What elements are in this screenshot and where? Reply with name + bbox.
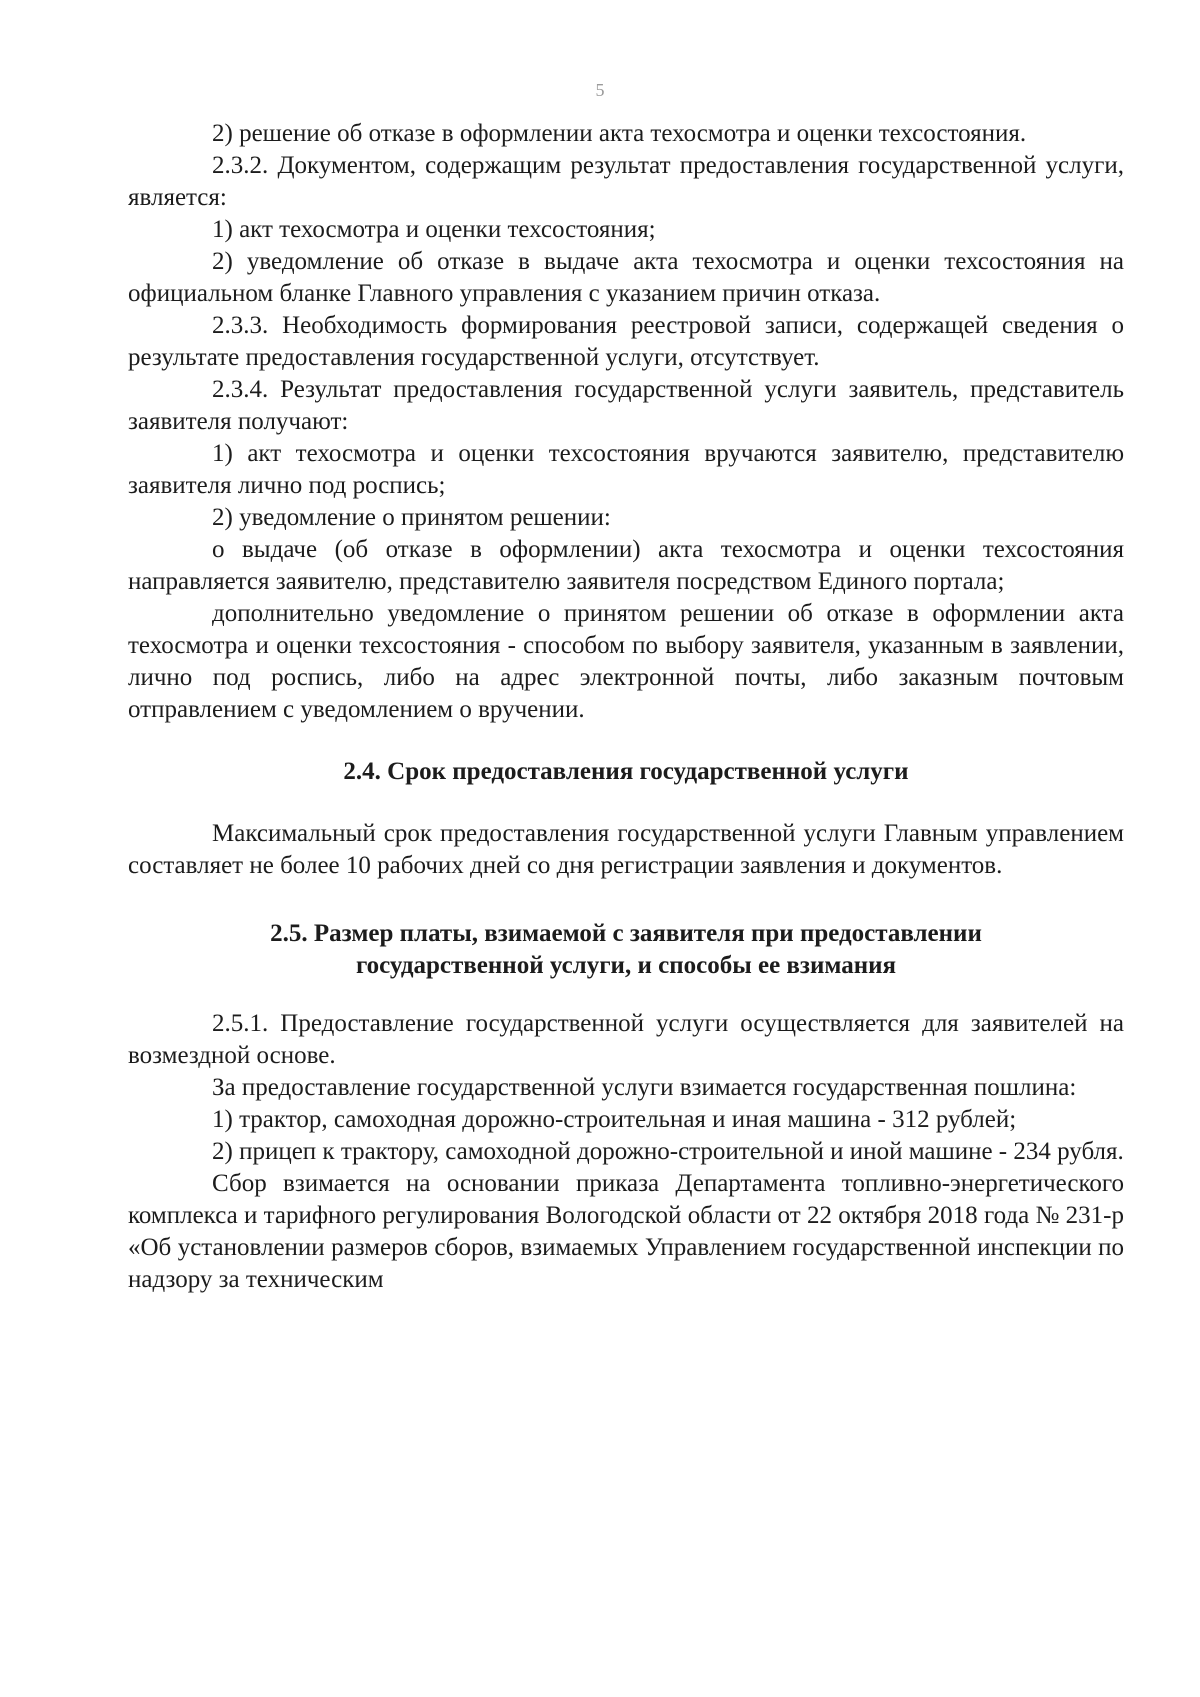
paragraph: дополнительно уведомление о принятом решении об отказе в оформлении акта техосмотра и оценки техсостояния - способом по выбору заявителя, указанным в заявлении, лично под роспись, либо на адрес электронной почты, либо заказным почтовым отправлением с уведомлением о вручении. xyxy=(128,600,1124,723)
paragraph: 2.5.1. Предоставление государственной услуги осуществляется для заявителей на возмездной основе. xyxy=(128,1010,1124,1069)
paragraph: о выдаче (об отказе в оформлении) акта техосмотра и оценки техсостояния направляется заявителю, представителю заявителя посредством Единого портала; xyxy=(128,536,1124,595)
paragraph: 1) трактор, самоходная дорожно-строительная и иная машина - 312 рублей; xyxy=(212,1106,1017,1133)
paragraph: 2) прицеп к трактору, самоходной дорожно-строительной и иной машине - 234 рубля. xyxy=(212,1138,1124,1165)
section-heading xyxy=(128,918,1124,982)
section-heading-line: государственной услуги, и способы ее взимания xyxy=(355,952,897,979)
paragraph: 1) акт техосмотра и оценки техсостояния вручаются заявителю, представителю заявителя лично под роспись; xyxy=(128,440,1124,499)
page-number: 5 xyxy=(595,80,605,100)
paragraph: За предоставление государственной услуги взимается государственная пошлина: xyxy=(212,1074,1077,1101)
paragraph: 2) уведомление об отказе в выдаче акта техосмотра и оценки техсостояния на официальном бланке Главного управления с указанием причин отказа. xyxy=(128,248,1124,307)
paragraph: 2.3.4. Результат предоставления государственной услуги заявитель, представитель заявителя получают: xyxy=(128,376,1124,435)
paragraph: 2) уведомление о принятом решении: xyxy=(212,504,611,531)
section-heading: 2.4. Срок предоставления государственной услуги xyxy=(343,758,909,785)
paragraph: 2.3.3. Необходимость формирования реестровой записи, содержащей сведения о результате предоставления государственной услуги, отсутствует. xyxy=(128,312,1124,371)
document-body xyxy=(128,118,1124,1296)
paragraph: 1) акт техосмотра и оценки техсостояния; xyxy=(212,216,656,243)
paragraph: Сбор взимается на основании приказа Департамента топливно-энергетического комплекса и тарифного регулирования Вологодской области от 22 октября 2018 года № 231-р «Об установлении размеров сборов, взимаемых Управлением государственной инспекции по надзору за техническим xyxy=(128,1170,1124,1293)
section-heading-line: 2.5. Размер платы, взимаемой с заявителя при предоставлении xyxy=(270,920,982,947)
paragraph: 2) решение об отказе в оформлении акта техосмотра и оценки техсостояния. xyxy=(212,120,1027,147)
paragraph: 2.3.2. Документом, содержащим результат предоставления государственной услуги, является: xyxy=(128,152,1124,211)
paragraph: Максимальный срок предоставления государственной услуги Главным управлением составляет не более 10 рабочих дней со дня регистрации заявления и документов. xyxy=(128,820,1124,879)
